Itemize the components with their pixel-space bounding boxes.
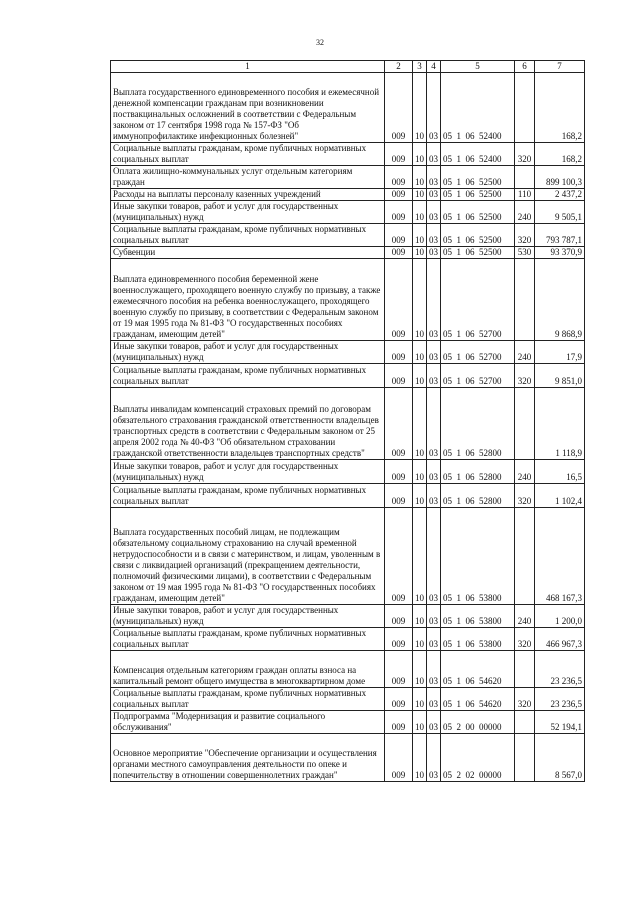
row-name-cell: Иные закупки товаров, работ и услуг для государственных (муниципальных) нужд [111,201,385,224]
table-row [111,143,585,166]
row-name-cell: Оплата жилищно-коммунальных услуг отдельным категориям граждан [111,166,385,189]
expense-type-cell: 320 [515,224,535,247]
target-article-cell: 05 1 06 52500 [441,201,515,224]
subsection-code-cell: 03 [427,508,441,605]
amount-cell: 93 370,9 [535,247,585,259]
row-name-cell: Социальные выплаты гражданам, кроме публичных нормативных социальных выплат [111,364,385,388]
chapter-code-cell: 009 [385,688,413,711]
section-code-cell: 10 [413,259,427,341]
section-code-cell: 10 [413,711,427,734]
amount-cell: 2 437,2 [535,189,585,201]
amount-cell: 52 194,1 [535,711,585,734]
section-code-cell: 10 [413,388,427,460]
target-article-cell: 05 1 06 52700 [441,364,515,388]
section-code-cell: 10 [413,201,427,224]
column-header-2: 2 [385,61,413,73]
chapter-code-cell: 009 [385,484,413,508]
target-article-cell: 05 1 06 52400 [441,143,515,166]
subsection-code-cell: 03 [427,388,441,460]
amount-cell: 23 236,5 [535,688,585,711]
table-header-row [111,61,585,73]
expense-type-cell [515,508,535,605]
target-article-cell: 05 1 06 52500 [441,189,515,201]
subsection-code-cell: 03 [427,201,441,224]
subsection-code-cell: 03 [427,341,441,364]
expense-type-cell [515,388,535,460]
table-row [111,508,585,605]
subsection-code-cell: 03 [427,189,441,201]
section-code-cell: 10 [413,688,427,711]
target-article-cell: 05 1 06 52800 [441,460,515,484]
table-row [111,711,585,734]
amount-cell: 23 236,5 [535,651,585,688]
section-code-cell: 10 [413,224,427,247]
table-row [111,388,585,460]
amount-cell: 1 102,4 [535,484,585,508]
expense-type-cell: 320 [515,143,535,166]
chapter-code-cell: 009 [385,73,413,143]
target-article-cell: 05 1 06 52500 [441,247,515,259]
amount-cell: 899 100,3 [535,166,585,189]
row-name-cell: Выплата государственного единовременного пособия и ежемесячной денежной компенсации гражданам при возникновении поствакцинальных осложнений в соответствии с Федеральным законом от 17 сентября 1998 года № 157-ФЗ "Об иммунопрофилактике инфекционных болезней" [111,73,385,143]
row-name-cell: Подпрограмма "Модернизация и развитие социального обслуживания" [111,711,385,734]
row-name-cell: Расходы на выплаты персоналу казенных учреждений [111,189,385,201]
table-row [111,201,585,224]
target-article-cell: 05 2 02 00000 [441,734,515,782]
chapter-code-cell: 009 [385,734,413,782]
section-code-cell: 10 [413,247,427,259]
target-article-cell: 05 1 06 54620 [441,651,515,688]
section-code-cell: 10 [413,341,427,364]
subsection-code-cell: 03 [427,247,441,259]
section-code-cell: 10 [413,605,427,628]
table-row [111,651,585,688]
row-name-cell: Основное мероприятие "Обеспечение организации и осуществления органами местного самоуправления деятельности по опеке и попечительству в отношении совершеннолетних граждан" [111,734,385,782]
expense-type-cell: 240 [515,341,535,364]
section-code-cell: 10 [413,73,427,143]
chapter-code-cell: 009 [385,605,413,628]
expense-type-cell: 530 [515,247,535,259]
expense-type-cell: 320 [515,628,535,651]
chapter-code-cell: 009 [385,247,413,259]
expense-type-cell: 110 [515,189,535,201]
subsection-code-cell: 03 [427,605,441,628]
table-row [111,341,585,364]
expense-type-cell: 320 [515,688,535,711]
section-code-cell: 10 [413,189,427,201]
table-row [111,364,585,388]
subsection-code-cell: 03 [427,734,441,782]
expense-type-cell [515,651,535,688]
subsection-code-cell: 03 [427,73,441,143]
table-row [111,73,585,143]
chapter-code-cell: 009 [385,341,413,364]
row-name-cell: Социальные выплаты гражданам, кроме публичных нормативных социальных выплат [111,143,385,166]
amount-cell: 168,2 [535,143,585,166]
expense-type-cell [515,711,535,734]
amount-cell: 9 851,0 [535,364,585,388]
section-code-cell: 10 [413,460,427,484]
target-article-cell: 05 1 06 54620 [441,688,515,711]
column-header-1: 1 [111,61,385,73]
table-body [111,73,585,782]
row-name-cell: Выплата единовременного пособия беременной жене военнослужащего, проходящего военную службу по призыву, а также ежемесячного пособия на ребенка военнослужащего, проходящего военную службу по призыву, в соответствии с Федеральным законом от 19 мая 1995 года № 81-ФЗ "О государственных пособиях гражданам, имеющим детей" [111,259,385,341]
table-row [111,259,585,341]
chapter-code-cell: 009 [385,651,413,688]
chapter-code-cell: 009 [385,166,413,189]
amount-cell: 16,5 [535,460,585,484]
column-header-3: 3 [413,61,427,73]
amount-cell: 1 118,9 [535,388,585,460]
row-name-cell: Выплаты инвалидам компенсаций страховых премий по договорам обязательного страхования гражданской ответственности владельцев транспортных средств в соответствии с Федеральным законом от 25 апреля 2002 года № 40-ФЗ "Об обязательном страховании гражданской ответственности владельцев транспортных средств" [111,388,385,460]
chapter-code-cell: 009 [385,224,413,247]
target-article-cell: 05 1 06 53800 [441,508,515,605]
row-name-cell: Иные закупки товаров, работ и услуг для государственных (муниципальных) нужд [111,341,385,364]
page-number: 32 [316,38,324,47]
column-header-7: 7 [535,61,585,73]
row-name-cell: Социальные выплаты гражданам, кроме публичных нормативных социальных выплат [111,628,385,651]
section-code-cell: 10 [413,651,427,688]
expense-type-cell: 240 [515,460,535,484]
expense-type-cell [515,166,535,189]
chapter-code-cell: 009 [385,508,413,605]
chapter-code-cell: 009 [385,189,413,201]
row-name-cell: Социальные выплаты гражданам, кроме публичных нормативных социальных выплат [111,484,385,508]
column-header-5: 5 [441,61,515,73]
amount-cell: 793 787,1 [535,224,585,247]
subsection-code-cell: 03 [427,628,441,651]
chapter-code-cell: 009 [385,711,413,734]
amount-cell: 17,9 [535,341,585,364]
row-name-cell: Компенсация отдельным категориям граждан оплаты взноса на капитальный ремонт общего имущества в многоквартирном доме [111,651,385,688]
section-code-cell: 10 [413,508,427,605]
table-row [111,734,585,782]
target-article-cell: 05 1 06 52700 [441,341,515,364]
expense-type-cell: 320 [515,364,535,388]
table-row [111,247,585,259]
subsection-code-cell: 03 [427,484,441,508]
amount-cell: 468 167,3 [535,508,585,605]
chapter-code-cell: 009 [385,628,413,651]
table-row [111,605,585,628]
target-article-cell: 05 1 06 53800 [441,605,515,628]
chapter-code-cell: 009 [385,259,413,341]
section-code-cell: 10 [413,166,427,189]
amount-cell: 9 868,9 [535,259,585,341]
budget-table [110,60,585,782]
table-row [111,628,585,651]
section-code-cell: 10 [413,143,427,166]
subsection-code-cell: 03 [427,259,441,341]
target-article-cell: 05 1 06 52500 [441,166,515,189]
section-code-cell: 10 [413,484,427,508]
subsection-code-cell: 03 [427,711,441,734]
expense-type-cell: 240 [515,201,535,224]
amount-cell: 168,2 [535,73,585,143]
target-article-cell: 05 1 06 53800 [441,628,515,651]
row-name-cell: Социальные выплаты гражданам, кроме публичных нормативных социальных выплат [111,688,385,711]
subsection-code-cell: 03 [427,688,441,711]
subsection-code-cell: 03 [427,166,441,189]
column-header-4: 4 [427,61,441,73]
table-row [111,189,585,201]
target-article-cell: 05 1 06 52800 [441,484,515,508]
table-row [111,484,585,508]
row-name-cell: Субвенции [111,247,385,259]
column-header-6: 6 [515,61,535,73]
subsection-code-cell: 03 [427,460,441,484]
chapter-code-cell: 009 [385,143,413,166]
target-article-cell: 05 1 06 52500 [441,224,515,247]
table-row [111,460,585,484]
target-article-cell: 05 1 06 52700 [441,259,515,341]
table-row [111,166,585,189]
expense-type-cell: 320 [515,484,535,508]
chapter-code-cell: 009 [385,364,413,388]
table-row [111,688,585,711]
amount-cell: 1 200,0 [535,605,585,628]
target-article-cell: 05 1 06 52400 [441,73,515,143]
section-code-cell: 10 [413,628,427,651]
subsection-code-cell: 03 [427,364,441,388]
chapter-code-cell: 009 [385,201,413,224]
chapter-code-cell: 009 [385,388,413,460]
target-article-cell: 05 1 06 52800 [441,388,515,460]
table-row [111,224,585,247]
expense-type-cell [515,73,535,143]
expense-type-cell [515,259,535,341]
target-article-cell: 05 2 00 00000 [441,711,515,734]
expense-type-cell [515,734,535,782]
subsection-code-cell: 03 [427,143,441,166]
amount-cell: 8 567,0 [535,734,585,782]
expense-type-cell: 240 [515,605,535,628]
chapter-code-cell: 009 [385,460,413,484]
row-name-cell: Иные закупки товаров, работ и услуг для государственных (муниципальных) нужд [111,460,385,484]
subsection-code-cell: 03 [427,651,441,688]
section-code-cell: 10 [413,364,427,388]
amount-cell: 9 505,1 [535,201,585,224]
amount-cell: 466 967,3 [535,628,585,651]
row-name-cell: Социальные выплаты гражданам, кроме публичных нормативных социальных выплат [111,224,385,247]
section-code-cell: 10 [413,734,427,782]
subsection-code-cell: 03 [427,224,441,247]
row-name-cell: Выплата государственных пособий лицам, не подлежащим обязательному социальному страхованию на случай временной нетрудоспособности и в связи с материнством, и лицам, уволенным в связи с ликвидацией организаций (прекращением деятельности, полномочий физическими лицами), в соответствии с Федеральным законом от 19 мая 1995 года № 81-ФЗ "О государственных пособиях гражданам, имеющим детей" [111,508,385,605]
row-name-cell: Иные закупки товаров, работ и услуг для государственных (муниципальных) нужд [111,605,385,628]
